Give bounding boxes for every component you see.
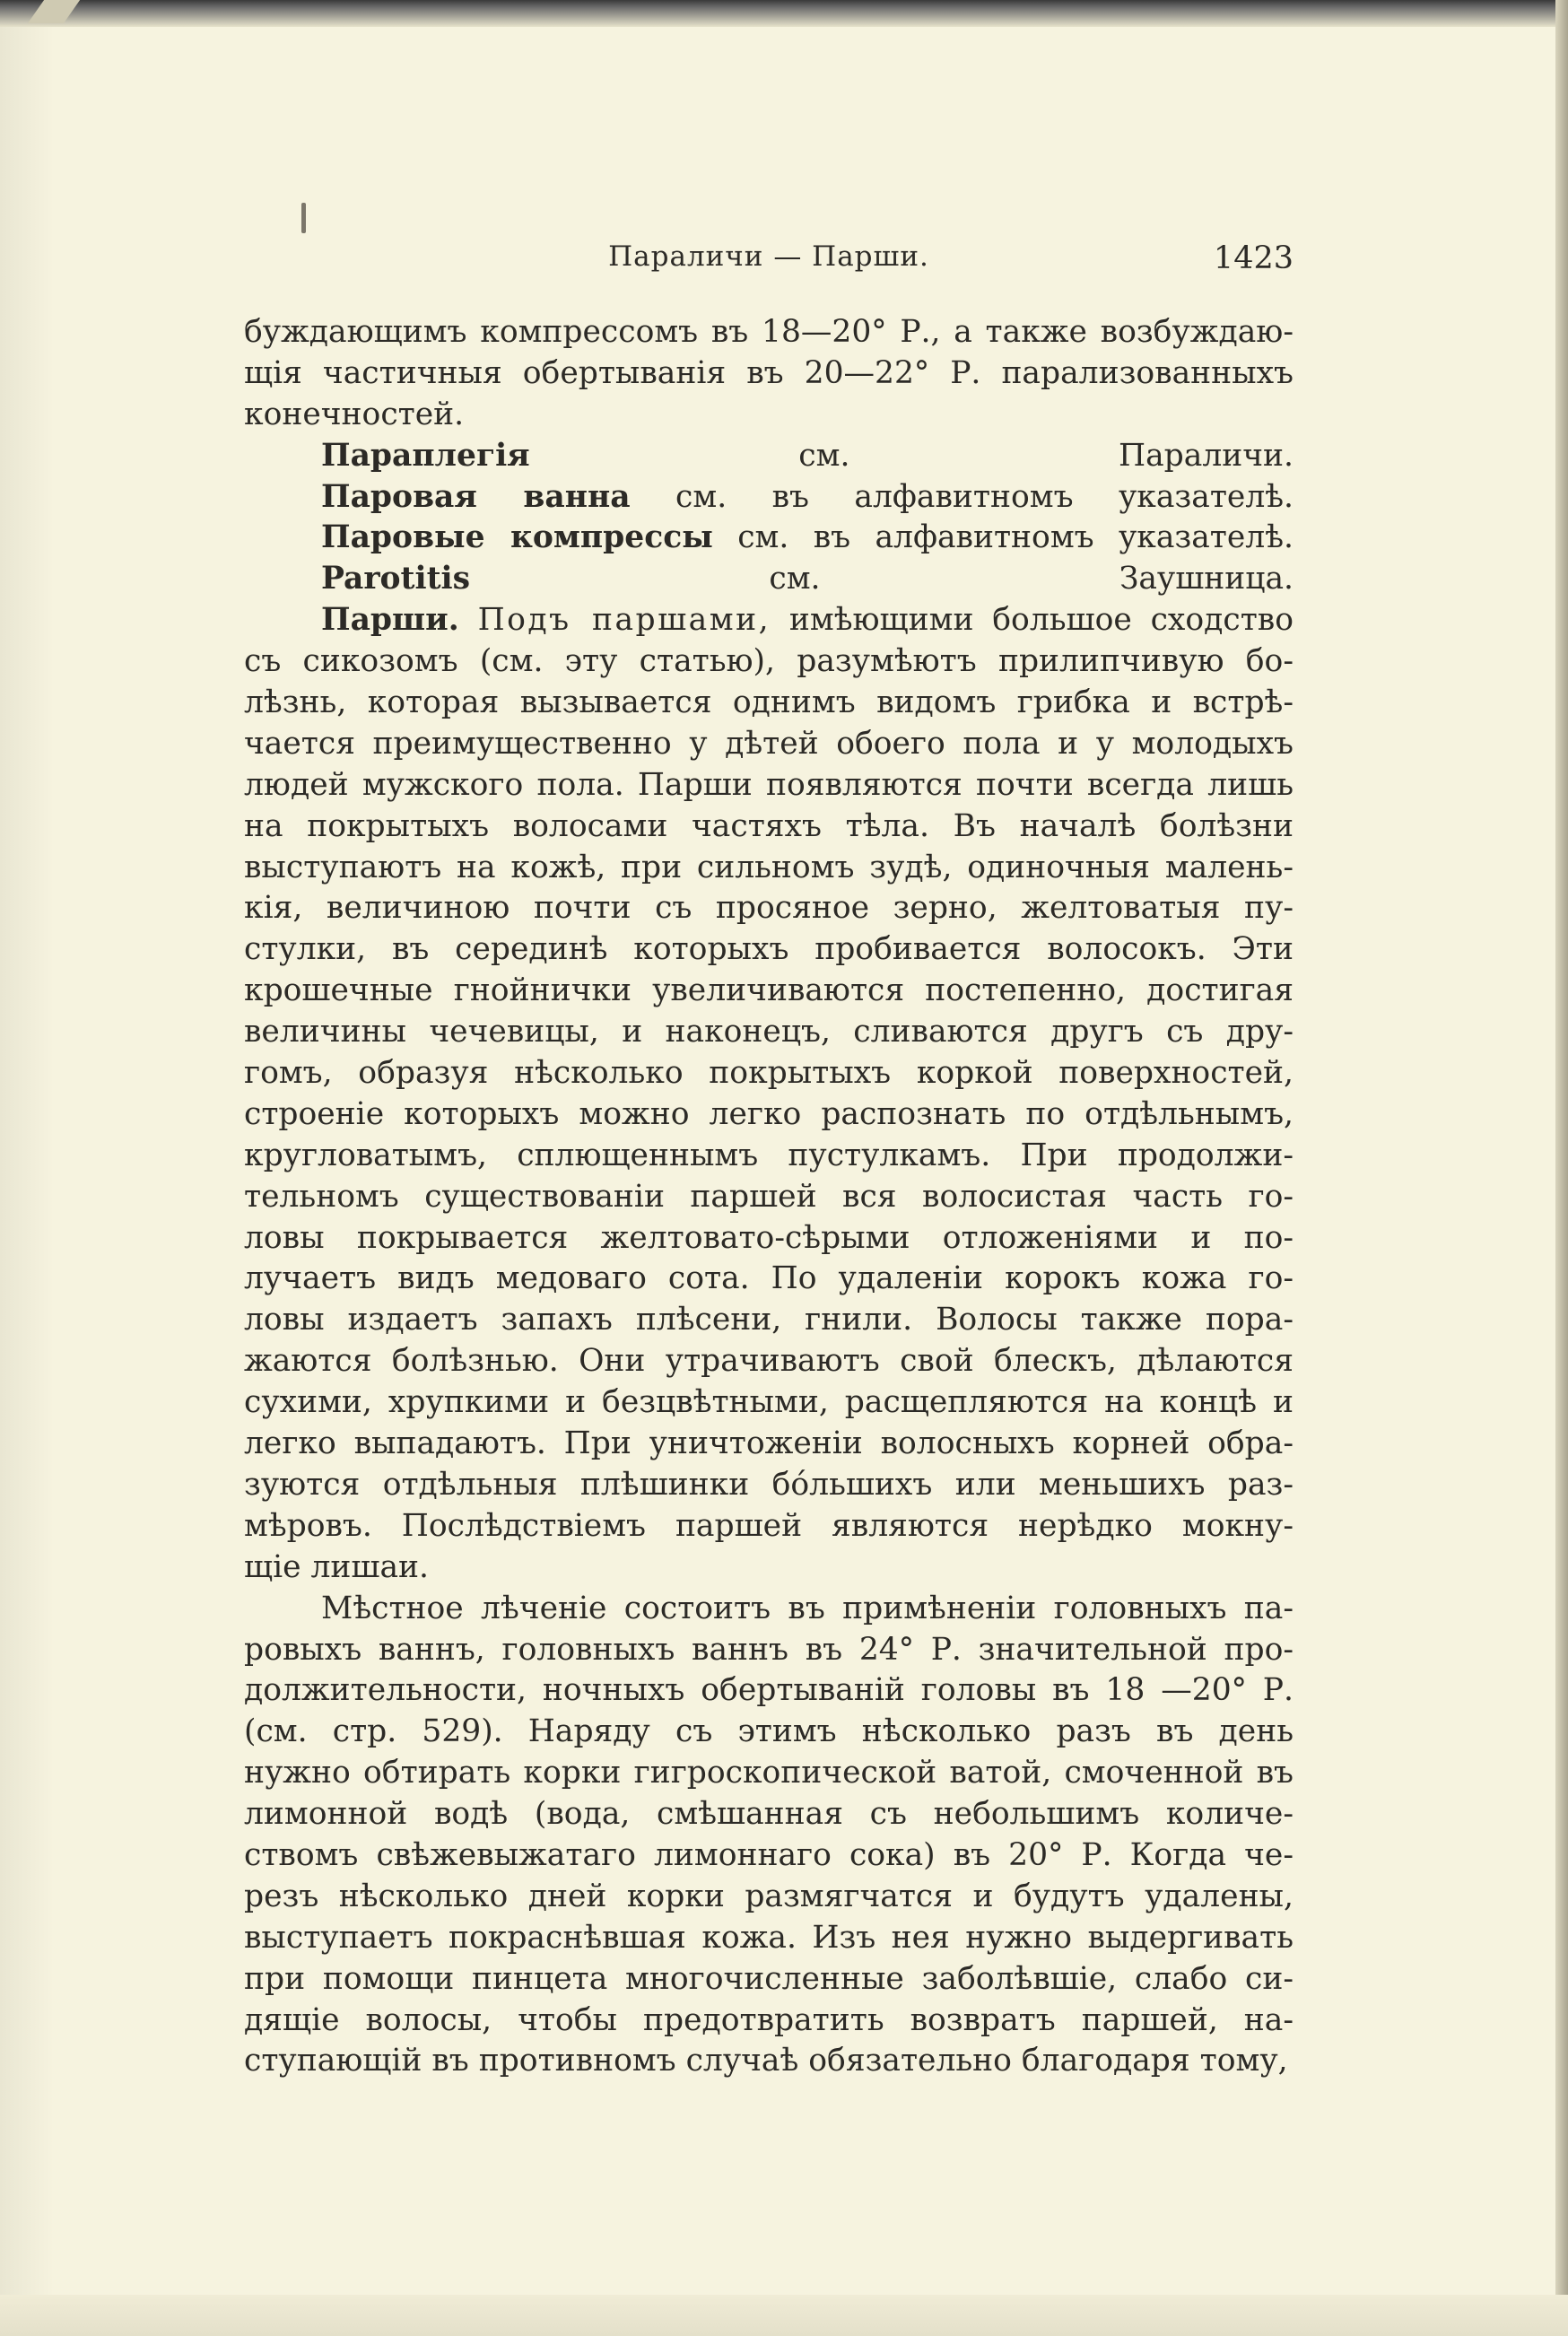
running-head xyxy=(244,235,1294,280)
line-text: должительности, ночныхъ обертываній головы въ 18 —20° Р. xyxy=(244,1672,1294,1709)
text-line xyxy=(244,971,1294,1012)
text-line xyxy=(244,1877,1294,1918)
text-line xyxy=(244,1465,1294,1506)
text-line xyxy=(244,2041,1294,2082)
line-text: ловы покрывается желтовато-сѣрыми отложеніями и по- xyxy=(244,1219,1294,1256)
entry-term: Parotitis xyxy=(321,561,471,597)
scan-right-edge xyxy=(1555,0,1568,2336)
text-line xyxy=(244,641,1294,683)
entry-term: Параплегія xyxy=(321,437,530,474)
text-line xyxy=(244,1794,1294,1835)
text-line xyxy=(244,477,1294,519)
scan-top-shadow xyxy=(0,0,1568,27)
line-text: гомъ, образуя нѣсколько покрытыхъ коркой поверхностей, xyxy=(244,1055,1294,1092)
text-line xyxy=(244,1959,1294,2000)
text-line xyxy=(244,1382,1294,1424)
text-line xyxy=(244,888,1294,929)
text-line xyxy=(244,353,1294,395)
line-text: на покрытыхъ волосами частяхъ тѣла. Въ началѣ болѣзни xyxy=(244,807,1294,844)
entry-term: Паровые компрессы xyxy=(321,519,713,556)
text-line xyxy=(244,1918,1294,1959)
text-line xyxy=(244,1259,1294,1300)
line-text: зуются отдѣльныя плѣшинки бо́льшихъ или меньшихъ раз- xyxy=(244,1466,1294,1503)
text-line xyxy=(244,1136,1294,1177)
text-line xyxy=(244,600,1294,641)
text-line xyxy=(244,1753,1294,1794)
text-line xyxy=(244,1589,1294,1630)
text-line xyxy=(244,559,1294,600)
text-line xyxy=(244,724,1294,765)
text-line xyxy=(244,1218,1294,1260)
running-head-title: Параличи — Парши. xyxy=(608,240,929,273)
text-line xyxy=(244,1835,1294,1877)
text-line xyxy=(244,929,1294,971)
text-line xyxy=(244,2000,1294,2042)
line-text: лучаетъ видъ медоваго сота. По удаленіи корокъ кожа го- xyxy=(244,1260,1294,1297)
line-text: см. въ алфавитномъ указателѣ. xyxy=(630,478,1294,515)
line-text: строеніе которыхъ можно легко распознать по отдѣльнымъ, xyxy=(244,1095,1294,1132)
text-line xyxy=(244,395,1294,436)
line-text: при помощи пинцета многочисленные заболѣвшіе, слабо си- xyxy=(244,1960,1294,1997)
line-text: см. Параличи. xyxy=(529,437,1294,474)
spaced-emphasis: Подъ паршами, xyxy=(477,602,771,639)
text-line xyxy=(244,1053,1294,1094)
line-text: щіе лишаи. xyxy=(244,1548,430,1585)
line-text: конечностей. xyxy=(244,396,465,432)
text-line xyxy=(244,765,1294,806)
line-text: крошечные гнойнички увеличиваются постепенно, достигая xyxy=(244,972,1294,1009)
line-text: жаются болѣзнью. Они утрачиваютъ свой блескъ, дѣлаются xyxy=(244,1343,1294,1380)
entry-term: Паровая ванна xyxy=(321,478,631,515)
line-text: Мѣстное лѣченіе состоитъ въ примѣненіи головныхъ па- xyxy=(321,1590,1294,1626)
line-text: мѣровъ. Послѣдствіемъ паршей являются нерѣдко мокну- xyxy=(244,1507,1294,1544)
line-text: стулки, въ серединѣ которыхъ пробивается волосокъ. Эти xyxy=(244,931,1294,968)
text-line xyxy=(244,1670,1294,1712)
text-line xyxy=(244,1012,1294,1053)
text-line xyxy=(244,1094,1294,1136)
body-text xyxy=(244,312,1294,2082)
scan-left-margin xyxy=(0,0,54,2336)
text-line xyxy=(244,848,1294,889)
line-text: см. Заушница. xyxy=(470,561,1294,597)
line-text: лимонной водѣ (вода, смѣшанная съ небольшимъ количе- xyxy=(244,1796,1294,1833)
line-text: кругловатымъ, сплющеннымъ пустулкамъ. При продолжи- xyxy=(244,1137,1294,1173)
stray-ink-mark xyxy=(301,203,306,233)
text-line xyxy=(244,436,1294,477)
line-text: имѣющими большое сходство xyxy=(771,602,1294,639)
text-line xyxy=(244,1712,1294,1753)
text-line xyxy=(244,1547,1294,1589)
line-text: буждающимъ компрессомъ въ 18—20° Р., а также возбуждаю- xyxy=(244,314,1294,350)
scan-bottom-strip xyxy=(0,2295,1568,2336)
line-text: легко выпадаютъ. При уничтоженіи волосныхъ корней обра- xyxy=(244,1425,1294,1462)
line-text: ствомъ свѣжевыжатаго лимоннаго сока) въ 20° Р. Когда че- xyxy=(244,1836,1294,1873)
line-text: лѣзнь, которая вызывается однимъ видомъ грибка и встрѣ- xyxy=(244,684,1294,721)
line-text: резъ нѣсколько дней корки размягчатся и будутъ удалены, xyxy=(244,1878,1294,1914)
line-text: дящіе волосы, чтобы предотвратить возвратъ паршей, на- xyxy=(244,2001,1294,2038)
line-text: (см. стр. 529). Наряду съ этимъ нѣсколько разъ въ день xyxy=(244,1713,1294,1750)
text-line xyxy=(244,1300,1294,1341)
text-line xyxy=(244,1341,1294,1382)
line-text: см. въ алфавитномъ указателѣ. xyxy=(712,519,1294,556)
line-text: ровыхъ ваннъ, головныхъ ваннъ въ 24° Р. значительной про- xyxy=(244,1631,1294,1668)
text-line xyxy=(244,1177,1294,1218)
line-text: кія, величиною почти съ просяное зерно, желтоватыя пу- xyxy=(244,890,1294,927)
page-number: 1423 xyxy=(1213,240,1294,276)
line-text: ловы издаетъ запахъ плѣсени, гнили. Волосы также пора- xyxy=(244,1302,1294,1338)
text-line xyxy=(244,312,1294,353)
line-text: съ сикозомъ (см. эту статью), разумѣютъ прилипчивую бо- xyxy=(244,643,1294,680)
text-line xyxy=(244,1424,1294,1465)
text-line xyxy=(244,806,1294,848)
text-line xyxy=(244,683,1294,724)
line-text: людей мужского пола. Парши появляются почти всегда лишь xyxy=(244,766,1294,803)
line-text: нужно обтирать корки гигроскопической ватой, смоченной въ xyxy=(244,1755,1294,1791)
line-text: ступающій въ противномъ случаѣ обязательно благодаря тому, xyxy=(244,2043,1288,2079)
line-text: выступаетъ покраснѣвшая кожа. Изъ нея нужно выдергивать xyxy=(244,1919,1294,1956)
line-text: чается преимущественно у дѣтей обоего пола и у молодыхъ xyxy=(244,725,1294,762)
line-text: сухими, хрупкими и безцвѣтными, расщепляются на концѣ и xyxy=(244,1384,1294,1421)
line-text: щія частичныя обертыванія въ 20—22° Р. парализованныхъ xyxy=(244,354,1294,391)
text-line xyxy=(244,518,1294,559)
line-text: выступаютъ на кожѣ, при сильномъ зудѣ, одиночныя малень- xyxy=(244,849,1294,885)
entry-term: Парши. xyxy=(321,602,459,639)
text-line xyxy=(244,1630,1294,1671)
line-text: тельномъ существованіи паршей вся волосистая часть го- xyxy=(244,1178,1294,1215)
line-text: величины чечевицы, и наконецъ, сливаются другъ съ дру- xyxy=(244,1014,1294,1050)
text-line xyxy=(244,1506,1294,1547)
book-page xyxy=(244,235,1294,2082)
